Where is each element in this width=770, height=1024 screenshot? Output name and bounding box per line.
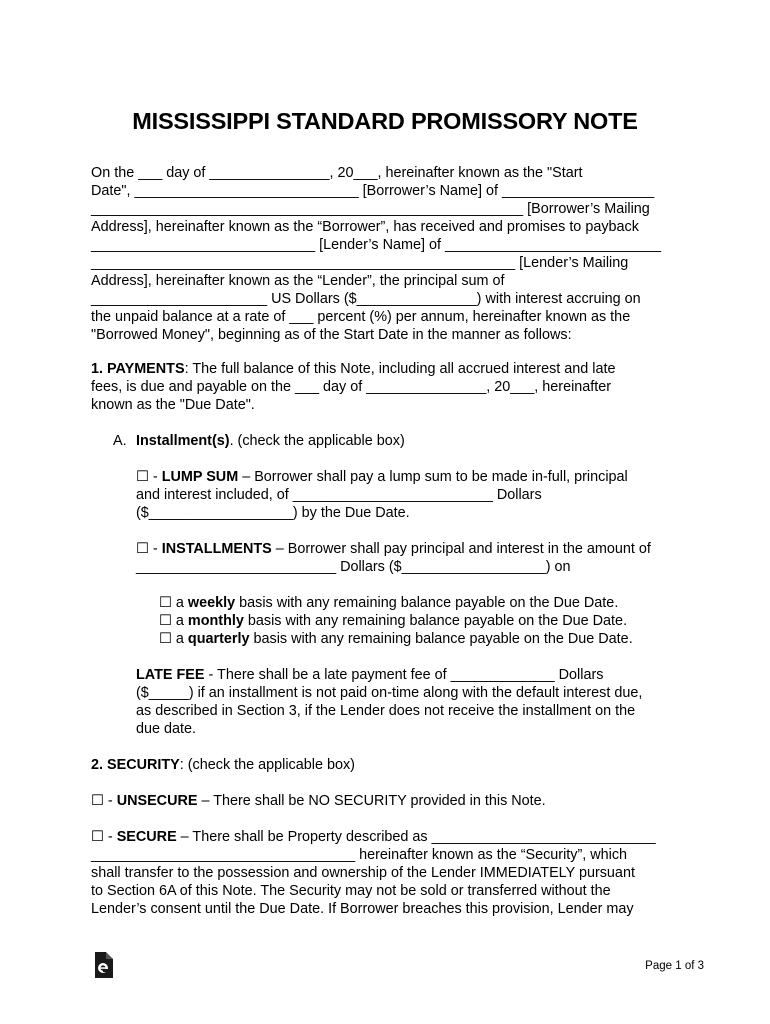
late-fee-text: - There shall be a late payment fee of _____________ Dollars [204,667,604,683]
frequency-quarterly[interactable]: ☐ a quarterly basis with any remaining balance payable on the Due Date. [159,631,633,647]
security-section [91,756,681,774]
frequency-monthly[interactable]: ☐ a monthly basis with any remaining balance payable on the Due Date. [159,613,628,629]
intro-line: ______________________________________________________ [Borrower’s Mailing [91,201,650,217]
secure-heading: SECURE [116,829,177,845]
lump-sum-option [136,468,681,522]
installments-heading: Installment(s) [136,433,230,449]
unsecure-heading: UNSECURE [116,793,198,809]
lump-sum-text: and interest included, of _________________________ Dollars [136,487,542,503]
secure-checkbox[interactable]: ☐ - [91,829,117,845]
payments-heading: 1. PAYMENTS [91,361,185,377]
secure-text: shall transfer to the possession and ownership of the Lender IMMEDIATELY pursuant [91,865,635,881]
payments-section [91,360,681,414]
installments-text: . (check the applicable box) [229,433,405,449]
payments-text: fees, is due and payable on the ___ day of _______________, 20___, hereinafter [91,379,612,395]
intro-line: the unpaid balance at a rate of ___ percent (%) per annum, hereinafter known as the [91,309,631,325]
frequency-weekly[interactable]: ☐ a weekly basis with any remaining balance payable on the Due Date. [159,595,619,611]
installments-option [136,540,681,576]
page-number: Page 1 of 3 [645,960,704,972]
lump-sum-text: ($__________________) by the Due Date. [136,505,410,521]
secure-option [91,828,681,918]
late-fee-text: due date. [136,721,197,737]
late-fee-text: ($_____) if an installment is not paid on-time along with the default interest due, [136,685,643,701]
installments-prefix: A. [113,433,127,449]
installments-option-text: _________________________ Dollars ($__________________) on [136,559,571,575]
intro-line: _____________________________________________________ [Lender’s Mailing [91,255,629,271]
late-fee-text: as described in Section 3, if the Lender does not receive the installment on the [136,703,636,719]
installments-checkbox[interactable]: ☐ - [136,541,162,557]
installments-heading-row [113,432,703,450]
secure-text: _________________________________ hereinafter known as the “Security”, which [91,847,628,863]
payments-text: : The full balance of this Note, including all accrued interest and late [184,361,616,377]
secure-text: – There shall be Property described as ____________________________ [176,829,656,845]
frequency-options [159,594,679,648]
late-fee-section [136,666,681,738]
unsecure-text: – There shall be NO SECURITY provided in this Note. [197,793,546,809]
intro-line: Date", ____________________________ [Borrower’s Name] of ___________________ [91,183,655,199]
intro-line: Address], hereinafter known as the “Borrower”, has received and promises to payback [91,219,639,235]
secure-text: to Section 6A of this Note. The Security may not be sold or transferred without the [91,883,611,899]
payments-text: known as the "Due Date". [91,397,255,413]
document-title: MISSISSIPPI STANDARD PROMISSORY NOTE [132,108,638,134]
security-text: : (check the applicable box) [179,757,355,773]
lump-sum-heading: LUMP SUM [161,469,239,485]
secure-text: Lender’s consent until the Due Date. If Borrower breaches this provision, Lender may [91,901,634,917]
lump-sum-checkbox[interactable]: ☐ - [136,469,162,485]
eforms-logo-icon [93,952,113,978]
lump-sum-text: – Borrower shall pay a lump sum to be made in-full, principal [238,469,628,485]
installments-option-text: – Borrower shall pay principal and interest in the amount of [271,541,651,557]
intro-line: "Borrowed Money", beginning as of the Start Date in the manner as follows: [91,327,572,343]
intro-line: ______________________ US Dollars ($_______________) with interest accruing on [91,291,641,307]
installments-option-heading: INSTALLMENTS [161,541,272,557]
intro-line: On the ___ day of _______________, 20___, hereinafter known as the "Start [91,165,583,181]
late-fee-heading: LATE FEE [136,667,205,683]
security-heading: 2. SECURITY [91,757,180,773]
intro-paragraph [91,164,681,344]
intro-line: ____________________________ [Lender’s Name] of ___________________________ [91,237,662,253]
intro-line: Address], hereinafter known as the “Lender”, the principal sum of [91,273,505,289]
unsecure-option [91,792,681,810]
unsecure-checkbox[interactable]: ☐ - [91,793,117,809]
